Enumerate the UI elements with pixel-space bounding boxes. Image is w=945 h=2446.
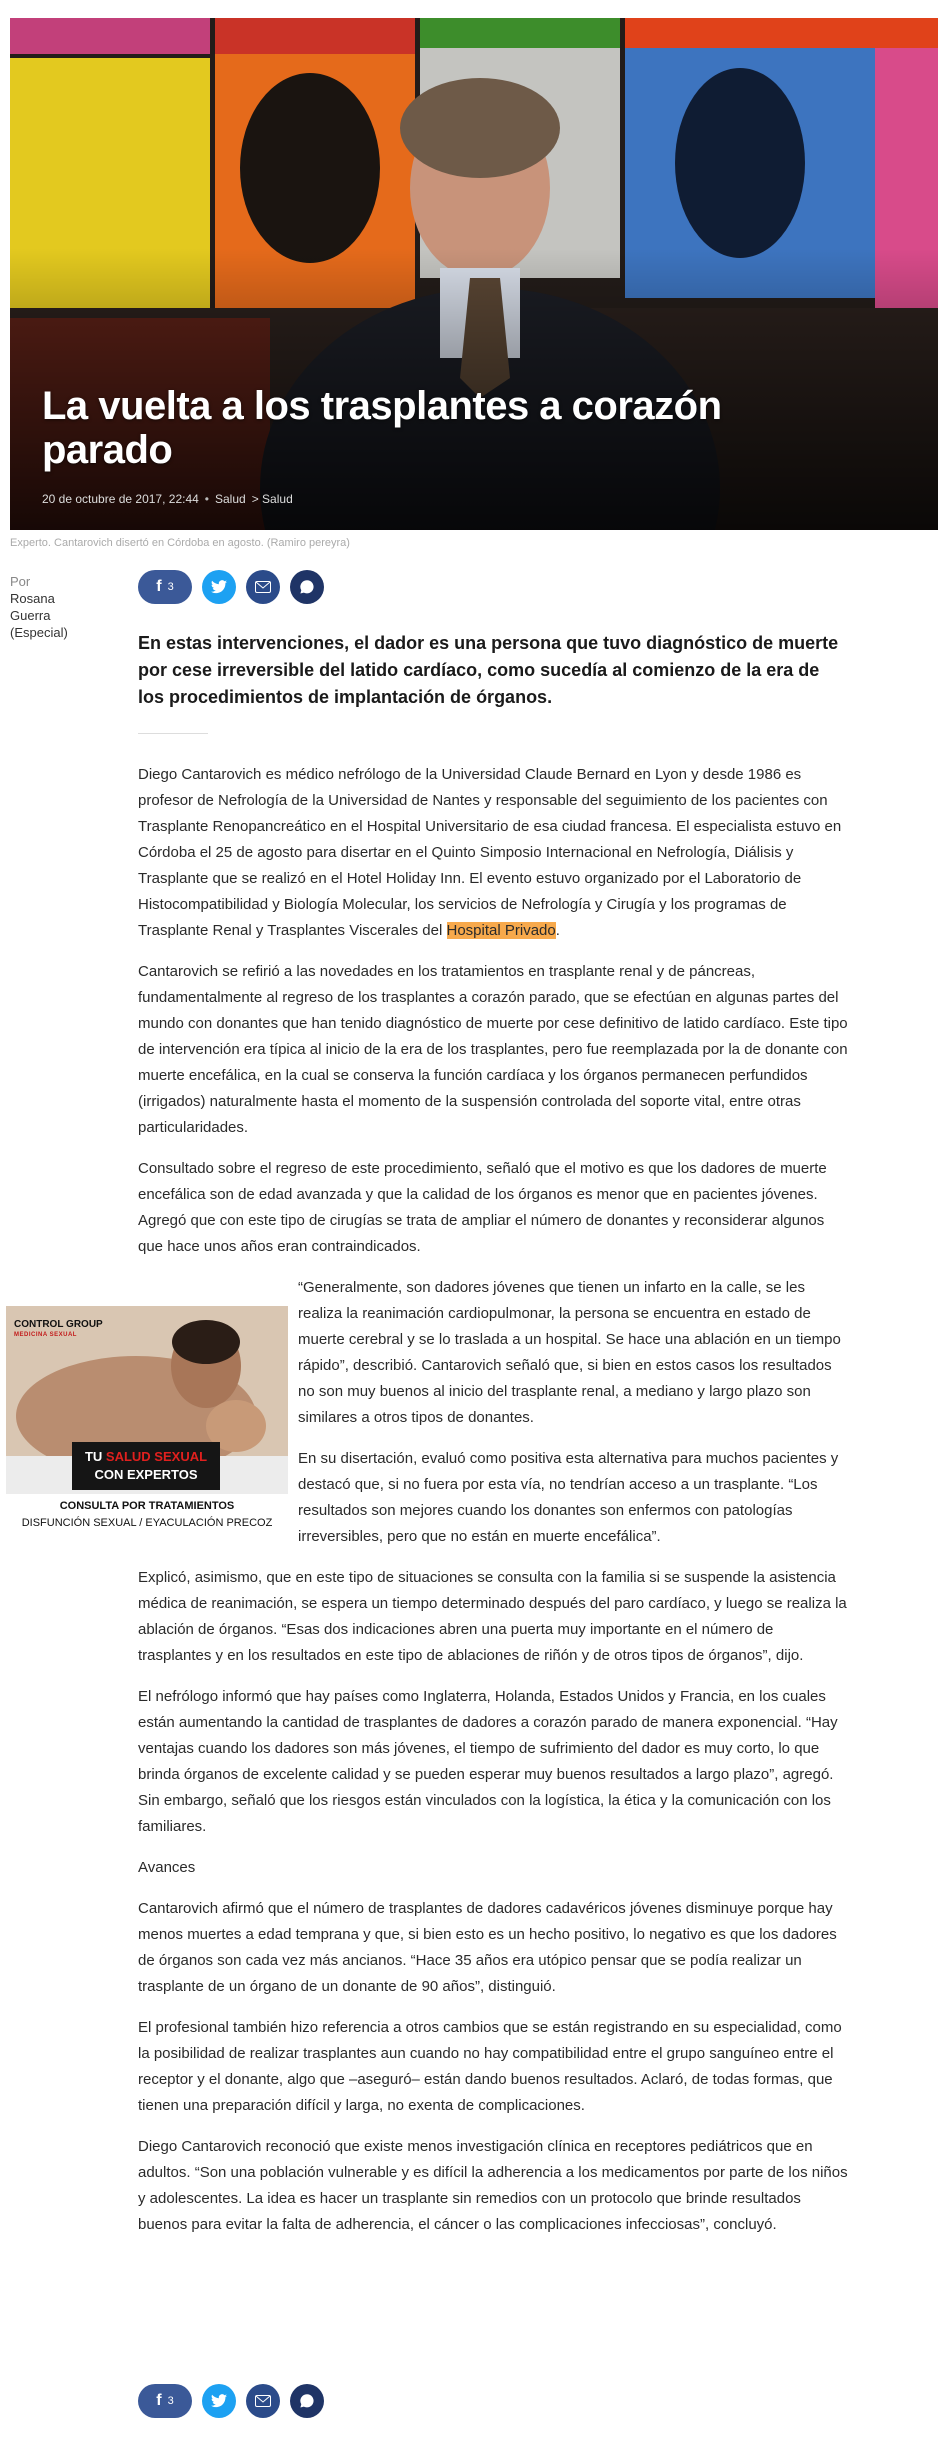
- article-title: La vuelta a los trasplantes a corazón parado: [42, 384, 722, 472]
- ad-brand-sub: MEDICINA SEXUAL: [14, 1332, 77, 1338]
- photo-caption: Experto. Cantarovich disertó en Córdoba en agosto. (Ramiro pereyra): [10, 537, 350, 549]
- subheading-avances: Avances: [138, 1859, 196, 1876]
- article-date: 20 de octubre de 2017, 22:44: [42, 492, 199, 506]
- ad-line-2: DISFUNCIÓN SEXUAL / EYACULACIÓN PRECOZ: [21, 1517, 273, 1529]
- author-prefix: Por: [10, 574, 31, 589]
- email-icon: [255, 2395, 271, 2407]
- share-bar-bottom: [138, 2384, 324, 2418]
- paragraph-4: “Generalmente, son dadores jóvenes que tienen un infarto en la calle, se les realiza la reanimación cardiopulmonar, la persona se encuentra en estado de muerte cerebral y se lo traslada a un hospital. Se hace una ablación en un tiempo rápido”, describió. Cantarovich señaló que, si bien en estos casos los resultados no son muy buenos al inicio del trasplante renal, a mediano y largo plazo son similares a otros tipos de donantes.: [298, 1279, 841, 1426]
- email-share-button[interactable]: [246, 2384, 280, 2418]
- facebook-share-button[interactable]: [138, 570, 192, 604]
- paragraph-10: Diego Cantarovich reconoció que existe menos investigación clínica en receptores pediátricos que en adultos. “Son una población vulnerable y es difícil la adherencia a los medicamentos por parte de los niños y adolescentes. La idea es hacer un trasplante sin remedios con un protocolo que brinde resultados buenos para evitar la falta de adherencia, el cáncer o las complicaciones infecciosas”, concluyó.: [138, 2138, 848, 2233]
- twitter-icon: [211, 2394, 227, 2408]
- whatsapp-icon: [299, 2393, 315, 2409]
- paragraph-1-text: Diego Cantarovich es médico nefrólogo de la Universidad Claude Bernard en Lyon y desde 1986 es profesor de Nefrología de la Universidad de Nantes y responsable del seguimiento de los pacientes con Trasplante Renopancreático en el Hospital Universitario de esa ciudad francesa. El especialista estuvo en Córdoba el 25 de agosto para disertar en el Quinto Simposio Internacional en Nefrología, Diálisis y Trasplante que se realizó en el Hotel Holiday Inn. El evento estuvo organizado por el Laboratorio de Histocompatibilidad y Biología Molecular, los servicios de Nefrología y Cirugía y los programas de Trasplante Renal y Trasplantes Viscerales del: [138, 766, 842, 939]
- hero-image: [10, 18, 938, 530]
- ad-headline-line2: CON EXPERTOS: [94, 1467, 198, 1482]
- ad-brand: CONTROL GROUP: [14, 1319, 103, 1330]
- paragraph-2: Cantarovich se refirió a las novedades en los tratamientos en trasplante renal y de páncreas, fundamentalmente al regreso de los trasplantes a corazón parado, que se efectúan en algunas partes del mundo con donantes que han tenido diagnóstico de muerte por cese definitivo de latido cardíaco. Este tipo de intervención era típica al inicio de la era de los trasplantes, pero fue reemplazada por la de donante con muerte encefálica, en la cual se conserva la función cardíaca y los órganos permanecen perfundidos (irrigados) naturalmente hasta el momento de la suspensión controlada del soporte vital, entre otras particularidades.: [138, 963, 848, 1136]
- article-lead: En estas intervenciones, el dador es una persona que tuvo diagnóstico de muerte por cese irreversible del latido cardíaco, como sucedía al comienzo de la era de los procedimientos de implantación de órganos.: [138, 633, 839, 707]
- meta-separator: •: [204, 492, 209, 506]
- advertisement[interactable]: [6, 1306, 288, 1556]
- twitter-icon: [211, 580, 227, 594]
- section-link[interactable]: Salud: [215, 492, 246, 506]
- facebook-share-button[interactable]: [138, 2384, 192, 2418]
- whatsapp-share-button[interactable]: [290, 2384, 324, 2418]
- facebook-icon: f: [156, 578, 162, 595]
- ad-image: [6, 1306, 288, 1494]
- email-share-button[interactable]: [246, 570, 280, 604]
- whatsapp-share-button[interactable]: [290, 570, 324, 604]
- facebook-share-count: 3: [167, 2395, 174, 2407]
- paragraph-5-text: En su disertación, evaluó como positiva esta alternativa para muchos pacientes y destacó que, si no fuera por esta vía, no tendrían acceso a un trasplante. “Los resultados son mejores cuando los donantes son enfermos con patologías irreversibles, pero que no están en muerte encefálica”.: [298, 1450, 839, 1545]
- twitter-share-button[interactable]: [202, 2384, 236, 2418]
- paragraph-3: Consultado sobre el regreso de este procedimiento, señaló que el motivo es que los dadores de muerte encefálica son de edad avanzada y que la calidad de los órganos es menor que en pacientes jóvenes. Agregó que con este tipo de cirugías se trata de ampliar el número de donantes y reconsiderar algunos que hace unos años eran contraindicados.: [138, 1160, 827, 1255]
- article-meta: [42, 492, 293, 506]
- email-icon: [255, 581, 271, 593]
- paragraph-9: El profesional también hizo referencia a otros cambios que se están registrando en su especialidad, como la posibilidad de realizar trasplantes aun cuando no hay compatibilidad entre el grupo sanguíneo entre el receptor y el donante, algo que –aseguró– están dando buenos resultados. Aclaró, de todas formas, que tienen una preparación difícil y larga, no exenta de complicaciones.: [138, 2019, 842, 2114]
- twitter-share-button[interactable]: [202, 570, 236, 604]
- breadcrumb-link[interactable]: > Salud: [251, 492, 293, 506]
- paragraph-1-end: .: [555, 922, 560, 939]
- ad-line-1: CONSULTA POR TRATAMIENTOS: [59, 1500, 235, 1512]
- facebook-share-count: 3: [167, 581, 174, 593]
- ad-headline-tu: TU: [84, 1449, 103, 1464]
- whatsapp-icon: [299, 579, 315, 595]
- ad-headline-box: [72, 1442, 220, 1490]
- paragraph-8: Cantarovich afirmó que el número de trasplantes de dadores cadavéricos jóvenes disminuye porque hay menos muertes a edad temprana y que, si bien esto es un hecho positivo, lo negativo es que los dadores de órganos son cada vez más ancianos. “Hace 35 años era utópico pensar que se podía realizar un trasplante de un órgano de un donante de 90 años”, distinguió.: [138, 1900, 837, 1995]
- paragraph-6: Explicó, asimismo, que en este tipo de situaciones se consulta con la familia si se suspende la asistencia médica de reanimación, se espera un tiempo determinado después del paro cardíaco, y luego se realiza la ablación de órganos. “Esas dos indicaciones abren una puerta muy importante en el número de trasplantes y en los resultados en este tipo de ablaciones de riñón y de otros tipos de órganos”, dijo.: [138, 1569, 847, 1664]
- share-bar-top: [138, 570, 324, 604]
- ad-brand-logo: [14, 1320, 103, 1340]
- author-block: [10, 573, 80, 641]
- ad-headline-red: SALUD SEXUAL: [105, 1449, 208, 1464]
- lead-divider: [138, 733, 208, 734]
- hospital-privado-link[interactable]: Hospital Privado: [446, 922, 556, 939]
- paragraph-7: El nefrólogo informó que hay países como Inglaterra, Holanda, Estados Unidos y Francia, en los cuales están aumentando la cantidad de trasplantes de dadores a corazón parado de manera exponencial. “Hay ventajas cuando los dadores son más jóvenes, el tiempo de sufrimiento del dador es muy corto, lo que brinda órganos de excelente calidad y se pueden esperar muy buenos resultados a largo plazo”, agregó. Sin embargo, señaló que los riesgos están vinculados con la logística, la ética y la comunicación con los familiares.: [138, 1688, 838, 1835]
- paragraph-1: [138, 762, 850, 944]
- facebook-icon: f: [156, 2392, 162, 2409]
- author-name[interactable]: Rosana Guerra (Especial): [10, 591, 68, 640]
